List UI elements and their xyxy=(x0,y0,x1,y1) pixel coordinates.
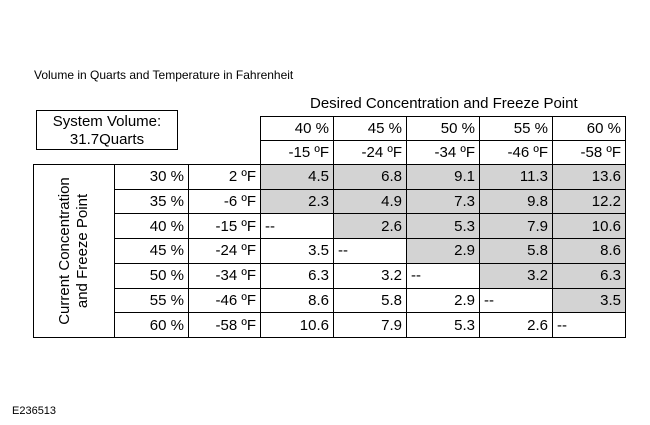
current-freeze-cell: -46 ºF xyxy=(189,288,261,313)
value-cell: 7.3 xyxy=(407,189,480,214)
value-cell: 6.3 xyxy=(553,263,626,288)
value-cell: 5.8 xyxy=(480,239,553,264)
desired-conc-cell: 45 % xyxy=(334,117,407,141)
value-cell: -- xyxy=(480,288,553,313)
current-conc-cell: 45 % xyxy=(115,239,189,264)
current-conc-cell: 30 % xyxy=(115,165,189,190)
current-conc-cell: 50 % xyxy=(115,263,189,288)
value-cell: 7.9 xyxy=(334,313,407,338)
current-header-line1: Current Concentration xyxy=(56,177,73,325)
system-volume-value: 31.7Quarts xyxy=(69,131,145,148)
caption: Volume in Quarts and Temperature in Fahrenheit xyxy=(34,68,294,82)
table-row xyxy=(34,239,626,264)
desired-freeze-cell: -46 ºF xyxy=(480,141,553,165)
system-volume-box xyxy=(36,110,178,150)
table-row xyxy=(34,288,626,313)
value-cell: -- xyxy=(553,313,626,338)
desired-freeze-cell: -34 ºF xyxy=(407,141,480,165)
value-cell: 2.6 xyxy=(334,214,407,239)
value-cell: 6.8 xyxy=(334,165,407,190)
table-row xyxy=(34,214,626,239)
table-row xyxy=(34,263,626,288)
value-cell: 5.3 xyxy=(407,313,480,338)
current-conc-cell: 40 % xyxy=(115,214,189,239)
desired-freeze-cell: -15 ºF xyxy=(261,141,334,165)
current-freeze-cell: -15 ºF xyxy=(189,214,261,239)
current-conc-cell: 35 % xyxy=(115,189,189,214)
current-conc-cell: 60 % xyxy=(115,313,189,338)
current-freeze-cell: -6 ºF xyxy=(189,189,261,214)
table-row xyxy=(34,313,626,338)
value-cell: 3.2 xyxy=(480,263,553,288)
value-cell: 3.5 xyxy=(553,288,626,313)
value-cell: 2.9 xyxy=(407,239,480,264)
value-cell: 9.1 xyxy=(407,165,480,190)
current-freeze-cell: -58 ºF xyxy=(189,313,261,338)
desired-conc-cell: 60 % xyxy=(553,117,626,141)
system-volume-label: System Volume: xyxy=(52,113,162,130)
desired-freeze-cell: -58 ºF xyxy=(553,141,626,165)
figure-id: E236513 xyxy=(12,405,57,417)
current-concentration-header xyxy=(34,165,115,338)
value-cell: 4.9 xyxy=(334,189,407,214)
current-header-line2: and Freeze Point xyxy=(74,193,91,309)
desired-freeze-cell: -24 ºF xyxy=(334,141,407,165)
value-cell: 7.9 xyxy=(480,214,553,239)
current-freeze-cell: -34 ºF xyxy=(189,263,261,288)
value-cell: 10.6 xyxy=(553,214,626,239)
desired-conc-cell: 40 % xyxy=(261,117,334,141)
value-cell: 9.8 xyxy=(480,189,553,214)
value-cell: 13.6 xyxy=(553,165,626,190)
value-cell: 3.2 xyxy=(334,263,407,288)
value-cell: 2.9 xyxy=(407,288,480,313)
desired-conc-cell: 50 % xyxy=(407,117,480,141)
value-cell: -- xyxy=(334,239,407,264)
table-row xyxy=(34,165,626,190)
current-conc-cell: 55 % xyxy=(115,288,189,313)
value-cell: 8.6 xyxy=(261,288,334,313)
current-freeze-cell: -24 ºF xyxy=(189,239,261,264)
value-cell: 5.8 xyxy=(334,288,407,313)
desired-concentration-header: Desired Concentration and Freeze Point xyxy=(310,95,578,112)
table-row xyxy=(34,189,626,214)
value-cell: 10.6 xyxy=(261,313,334,338)
value-cell: 3.5 xyxy=(261,239,334,264)
value-cell: 4.5 xyxy=(261,165,334,190)
value-cell: 2.3 xyxy=(261,189,334,214)
value-cell: -- xyxy=(261,214,334,239)
desired-conc-cell: 55 % xyxy=(480,117,553,141)
value-cell: 11.3 xyxy=(480,165,553,190)
value-cell: 2.6 xyxy=(480,313,553,338)
value-cell: 6.3 xyxy=(261,263,334,288)
current-freeze-cell: 2 ºF xyxy=(189,165,261,190)
value-cell: 8.6 xyxy=(553,239,626,264)
value-cell: 12.2 xyxy=(553,189,626,214)
value-cell: -- xyxy=(407,263,480,288)
value-cell: 5.3 xyxy=(407,214,480,239)
